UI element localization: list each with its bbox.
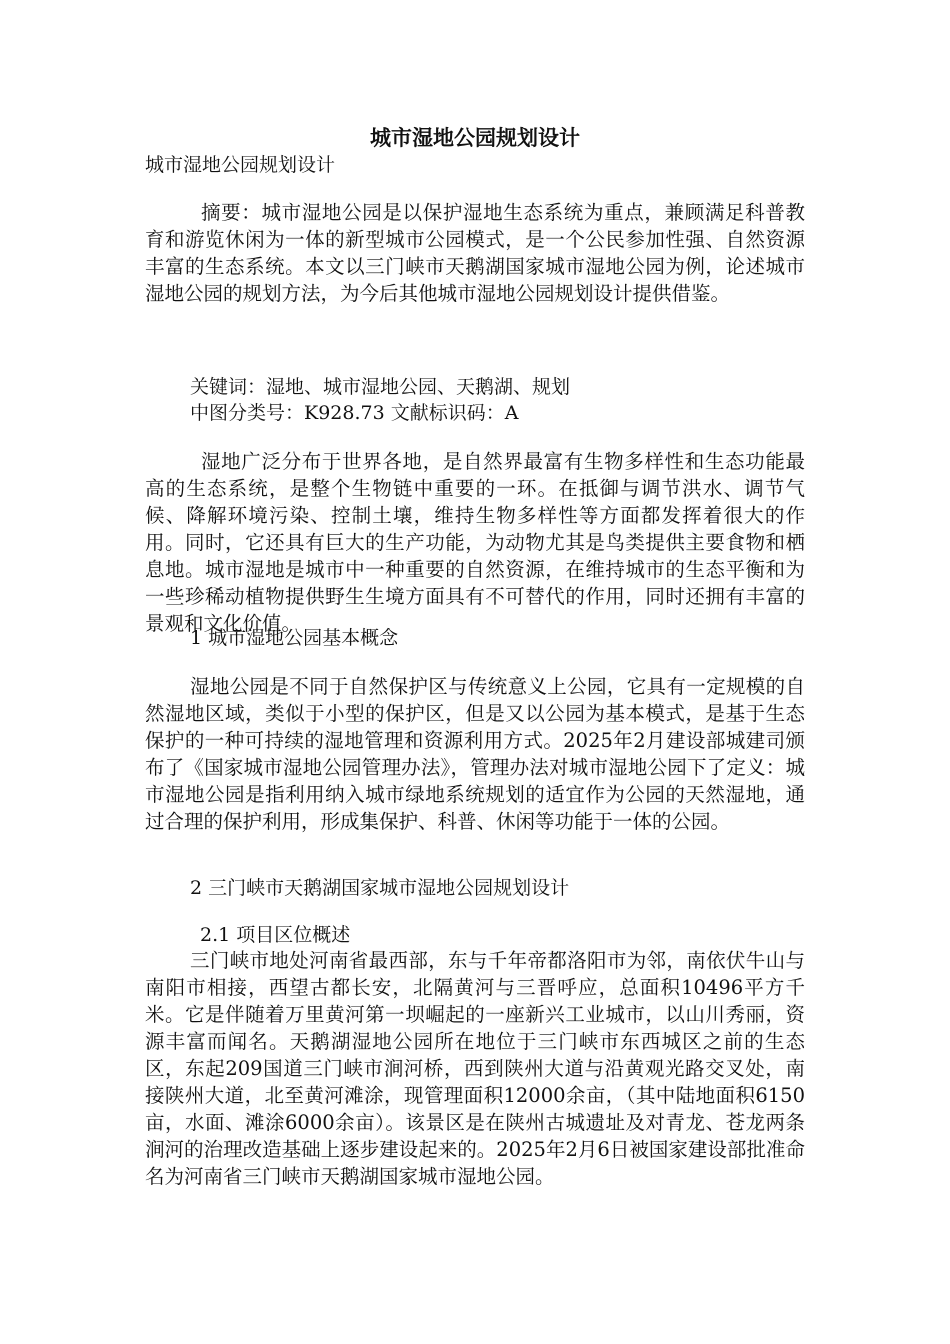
document-title: 城市湿地公园规划设计	[370, 125, 580, 150]
document-subtitle: 城市湿地公园规划设计	[145, 154, 336, 176]
abstract-paragraph: 摘要：城市湿地公园是以保护湿地生态系统为重点，兼顾满足科普教育和游览休闲为一体的新型城市公园模式，是一个公民参加性强、自然资源丰富的生态系统。本文以三门峡市天鹅湖国家城市湿地公园为例，论述城市湿地公园的规划方法，为今后其他城市湿地公园规划设计提供借鉴。	[145, 201, 805, 305]
section21-paragraph: 三门峡市地处河南省最西部，东与千年帝都洛阳市为邻，南依伏牛山与南阳市相接，西望古都长安，北隔黄河与三晋呼应，总面积10496平方千米。它是伴随着万里黄河第一坝崛起的一座新兴工业城市，以山川秀丽，资源丰富而闻名。天鹅湖湿地公园所在地位于三门峡市东西城区之前的生态区，东起209国道三门峡市涧河桥，西到陕州大道与沿黄观光路交叉处，南接陕州大道，北至黄河滩涂，现管理面积12000余亩，（其中陆地面积6150亩，水面、滩涂6000余亩）。该景区是在陕州古城遗址及对青龙、苍龙两条涧河的治理改造基础上逐步建设起来的。2025年2月6日被国家建设部批准命名为河南省三门峡市天鹅湖国家城市湿地公园。	[145, 949, 805, 1188]
keywords-line: 关键词：湿地、城市湿地公园、天鹅湖、规划	[190, 376, 571, 398]
section1-heading: 1 城市湿地公园基本概念	[190, 627, 399, 649]
intro-paragraph: 湿地广泛分布于世界各地，是自然界最富有生物多样性和生态功能最高的生态系统，是整个生物链中重要的一环。在抵御与调节洪水、调节气候、降解环境污染、控制土壤，维持生物多样性等方面都发挥着很大的作用。同时，它还具有巨大的生产功能，为动物尤其是鸟类提供主要食物和栖息地。城市湿地是城市中一种重要的自然资源，在维持城市的生态平衡和为一些珍稀动植物提供野生生境方面具有不可替代的作用，同时还拥有丰富的景观和文化价值。	[145, 450, 805, 635]
section2-heading: 2 三门峡市天鹅湖国家城市湿地公园规划设计	[190, 877, 570, 899]
section1-paragraph: 湿地公园是不同于自然保护区与传统意义上公园，它具有一定规模的自然湿地区域，类似于小型的保护区，但是又以公园为基本模式，是基于生态保护的一种可持续的湿地管理和资源利用方式。2025年2月建设部城建司颁布了《国家城市湿地公园管理办法》，管理办法对城市湿地公园下了定义：城市湿地公园是指利用纳入城市绿地系统规划的适宜作为公园的天然湿地，通过合理的保护利用，形成集保护、科普、休闲等功能于一体的公园。	[145, 675, 805, 833]
classification-line: 中图分类号：K928.73 文献标识码：A	[190, 402, 519, 424]
section21-heading: 2.1 项目区位概述	[200, 924, 351, 946]
